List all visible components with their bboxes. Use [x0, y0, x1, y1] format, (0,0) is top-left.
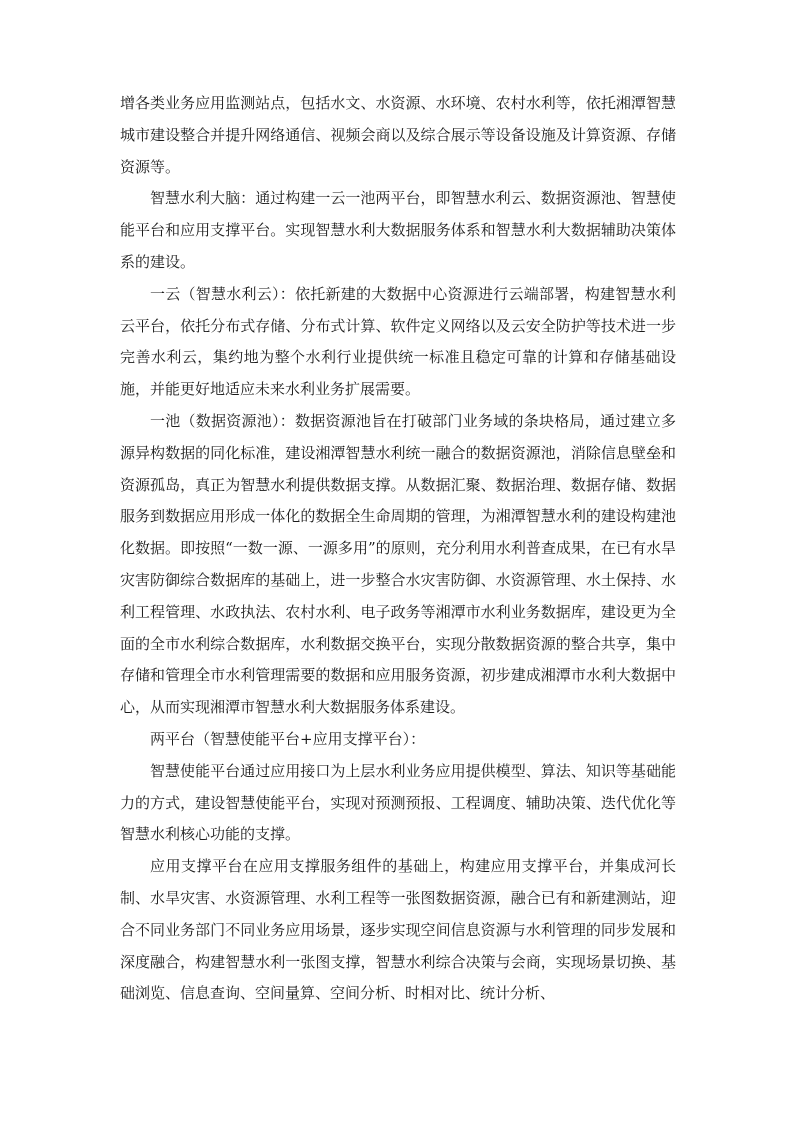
paragraph-continued: 增各类业务应用监测站点，包括水文、水资源、水环境、农村水利等，依托湘潭智慧城市建设整合并提升网络通信、视频会商以及综合展示等设备设施及计算资源、存储资源等。 [120, 94, 676, 176]
paragraph-support-platform: 应用支撑平台在应用支撑服务组件的基础上，构建应用支撑平台，并集成河长制、水旱灾害、水资源管理、水利工程等一张图数据资源，融合已有和新建测站，迎合不同业务部门不同业务应用场景，逐步实现空间信息资源与水利管理的同步发展和深度融合，构建智慧水利一张图支撑，智慧水利综合决策与会商，实现场景切换、基础浏览、信息查询、空间量算、空间分析、时相对比、统计分析、 [120, 857, 676, 1003]
paragraph-enabling-platform: 智慧使能平台通过应用接口为上层水利业务应用提供模型、算法、知识等基础能力的方式，建设智慧使能平台，实现对预测预报、工程调度、辅助决策、迭代优化等智慧水利核心功能的支撑。 [120, 761, 676, 844]
paragraph-smart-water-brain: 智慧水利大脑：通过构建一云一池两平台，即智慧水利云、数据资源池、智慧使能平台和应用支撑平台。实现智慧水利大数据服务体系和智慧水利大数据辅助决策体系的建设。 [120, 189, 676, 271]
paragraph-one-cloud: 一云（智慧水利云）：依托新建的大数据中心资源进行云端部署，构建智慧水利云平台，依托分布式存储、分布式计算、软件定义网络以及云安全防护等技术进一步完善水利云，集约地为整个水利行业提供统一标准且稳定可靠的计算和存储基础设施，并能更好地适应未来水利业务扩展需要。 [120, 284, 676, 399]
paragraph-two-platforms: 两平台（智慧使能平台+应用支撑平台）： [150, 729, 426, 748]
body-text [120, 88, 676, 1010]
paragraph-one-pool: 一池（数据资源池）：数据资源池旨在打破部门业务域的条块格局，通过建立多源异构数据的同化标准，建设湘潭智慧水利统一融合的数据资源池，消除信息壁垒和资源孤岛，真正为智慧水利提供数据支撑。从数据汇聚、数据治理、数据存储、数据服务到数据应用形成一体化的数据全生命周期的管理，为湘潭智慧水利的建设构建池化数据。即按照“一数一源、一源多用”的原则，充分利用水利普查成果，在已有水旱灾害防御综合数据库的基础上，进一步整合水灾害防御、水资源管理、水土保持、水利工程管理、水政执法、农村水利、电子政务等湘潭市水利业务数据库，建设更为全面的全市水利综合数据库，水利数据交换平台，实现分散数据资源的整合共享，集中存储和管理全市水利管理需要的数据和应用服务资源，初步建成湘潭市水利大数据中心，从而实现湘潭市智慧水利大数据服务体系建设。 [120, 411, 676, 717]
